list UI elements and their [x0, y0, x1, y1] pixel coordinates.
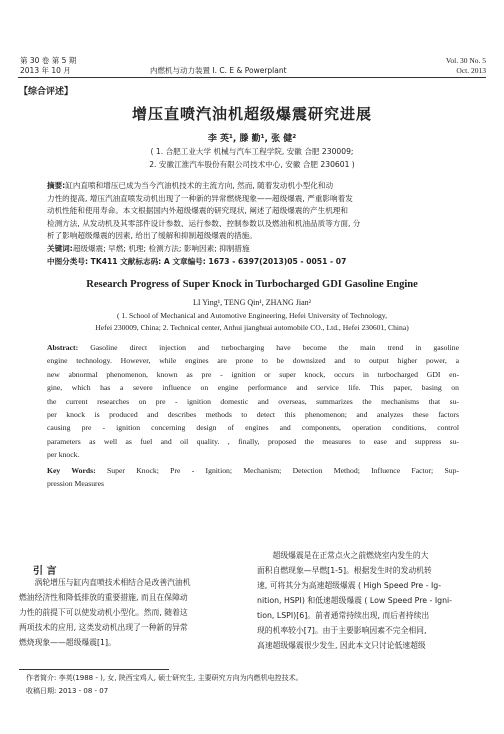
abstract-en-line: causing pre - ignition concerning design of engines and components, operation conditions, control — [47, 423, 459, 433]
body-right-column — [257, 548, 486, 653]
affiliation-cn-2: 2. 安徽江淮汽车股份有限公司技术中心, 安徽 合肥 230601 ) — [149, 160, 355, 169]
abstract-en-line: gine, which has a severe influence on engine performance and service life. This paper, basing on — [47, 383, 459, 393]
intro-heading: 引 言 — [33, 566, 57, 577]
section-tag: 【综合评述】 — [19, 87, 74, 97]
abstract-cn-line: 缸内直喷和增压已成为当今汽油机技术的主流方向, 然而, 随着发动机小型化和动 — [65, 181, 334, 190]
header-journal-name: 内燃机与动力装置 I. C. E & Powerplant — [150, 66, 287, 75]
body-line: 面积自燃现象—早燃[1-5]。根据发生时的发动机转 — [257, 566, 432, 575]
abstract-en-line: per knock. — [47, 450, 80, 460]
abstract-cn-line: 力性的提高, 增压汽油直喷发动机出现了一种新的异常燃烧现象——超级爆震, 严重影响着发 — [47, 193, 353, 203]
body-line: 两项技术的应用, 这类发动机出现了一种新的异常 — [19, 623, 188, 632]
abstract-cn-label: 摘要: — [47, 181, 66, 190]
header-volume-cn: 第 30 卷 第 5 期 — [20, 56, 77, 65]
header-date-cn: 2013 年 10 月 — [20, 66, 71, 75]
abstract-en-line: per knock is produced and describes methods to detect this phenomenon; and analyzes these factors — [47, 410, 459, 420]
body-left-column — [19, 575, 240, 650]
body-line: 燃油经济性和降低排放的重要措施, 而且在保障动 — [19, 593, 188, 602]
abstract-en — [47, 341, 459, 490]
body-line: 高速超级爆震很少发生, 因此本文只讨论低速超级 — [257, 641, 426, 650]
header-date-en: Oct. 2013 — [456, 66, 486, 75]
footnote-rule — [19, 669, 169, 670]
affiliation-en-1: ( 1. School of Mechanical and Automotive Engineering, Hefei University of Technology, — [116, 311, 388, 320]
authors-cn: 李 英¹, 滕 勤¹, 张 健² — [207, 134, 297, 144]
affiliation-en-2: Hefei 230009, China; 2. Technical center, Anhui jianghuai automobile CO., Ltd., Hefei 230601, China) — [95, 323, 409, 332]
body-line: 现的机率较小[7]。由于主要影响因素不完全相同, — [257, 626, 427, 635]
abstract-cn-line: 析了影响超级爆震的因素, 给出了缓解和抑制超级爆震的措施。 — [47, 231, 257, 241]
abstract-cn-line: 检测方法, 从发动机及其零部件设计参数、运行参数、控制参数以及燃油和机油品质等方面, 分 — [47, 218, 361, 228]
body-line: 超级爆震是在正常点火之前燃烧室内发生的大 — [272, 551, 429, 560]
keywords-en-label: Key Words: — [47, 465, 96, 475]
abstract-en-label: Abstract: — [47, 343, 79, 352]
abstract-en-line: engine technology. However, while engines are prone to be downsized and to output higher power, a — [47, 356, 459, 366]
abstract-en-line: Gasoline direct injection and turbocharging have become the main trend in gasoline — [90, 343, 459, 352]
abstract-cn-line: 动机性能和使用寿命。本文根据国内外超级爆震的研究现状, 阐述了超级爆震的产生机理和 — [47, 206, 348, 216]
authors-en: LI Ying¹, TENG Qin¹, ZHANG Jian² — [192, 298, 312, 307]
body-line: 涡轮增压与缸内直喷技术相结合是改善汽油机 — [34, 578, 191, 587]
abstract-en-line: the current researches on pre - ignition domestic and overseas, summarizes the mechanisms that su- — [47, 396, 459, 406]
body-line: 速, 可将其分为高速超级爆震 ( High Speed Pre - Ig- — [257, 581, 442, 590]
abstract-en-line: parameters as well as fuel and oil quality. , finally, proposed the measures to ease and suppress su- — [47, 436, 459, 446]
header-volume-en: Vol. 30 No. 5 — [445, 56, 486, 65]
classification-cn: 中图分类号: TK411 文献标志码: A 文章编号: 1673 - 6397(2013)05 - 0051 - 07 — [47, 256, 347, 266]
footnote-author: 作者简介: 李英(1988 - ), 女, 陕西宝鸡人, 硕士研究生, 主要研究方向为内燃机电控技术。 — [26, 674, 303, 682]
footnote-received: 收稿日期: 2013 - 08 - 07 — [26, 687, 109, 695]
keywords-cn: 超级爆震; 早燃; 机理; 检测方法; 影响因素; 抑制措施 — [72, 243, 250, 253]
abstract-cn — [47, 180, 459, 268]
keywords-cn-label: 关键词: — [47, 243, 73, 253]
header-rule — [18, 77, 486, 78]
affiliation-cn-1: ( 1. 合肥工业大学 机械与汽车工程学院, 安徽 合肥 230009; — [150, 147, 354, 156]
abstract-en-line: new abnormal phenomenon, known as pre - ignition or super knock, occurs in turbocharged GDI en- — [47, 369, 459, 379]
body-line: 燃烧现象——超级爆震[1]。 — [19, 638, 116, 647]
paper-title-en: Research Progress of Super Knock in Turbocharged GDI Gasoline Engine — [86, 279, 418, 290]
body-line: nition, HSPI) 和低速超级爆震 ( Low Speed Pre - Igni- — [257, 596, 452, 605]
keywords-en: Super Knock; Pre - Ignition; Mechanism; Detection Method; Influence Factor; Sup- — [107, 465, 460, 475]
keywords-en-cont: pression Measures — [47, 479, 105, 489]
paper-title-cn: 增压直喷汽油机超级爆震研究进展 — [131, 105, 372, 123]
body-line: 力性的前提下可以使发动机小型化。然而, 随着这 — [19, 608, 188, 617]
body-line: tion, LSPI)[6]。前者通常持续出现, 而后者持续出 — [257, 611, 430, 620]
